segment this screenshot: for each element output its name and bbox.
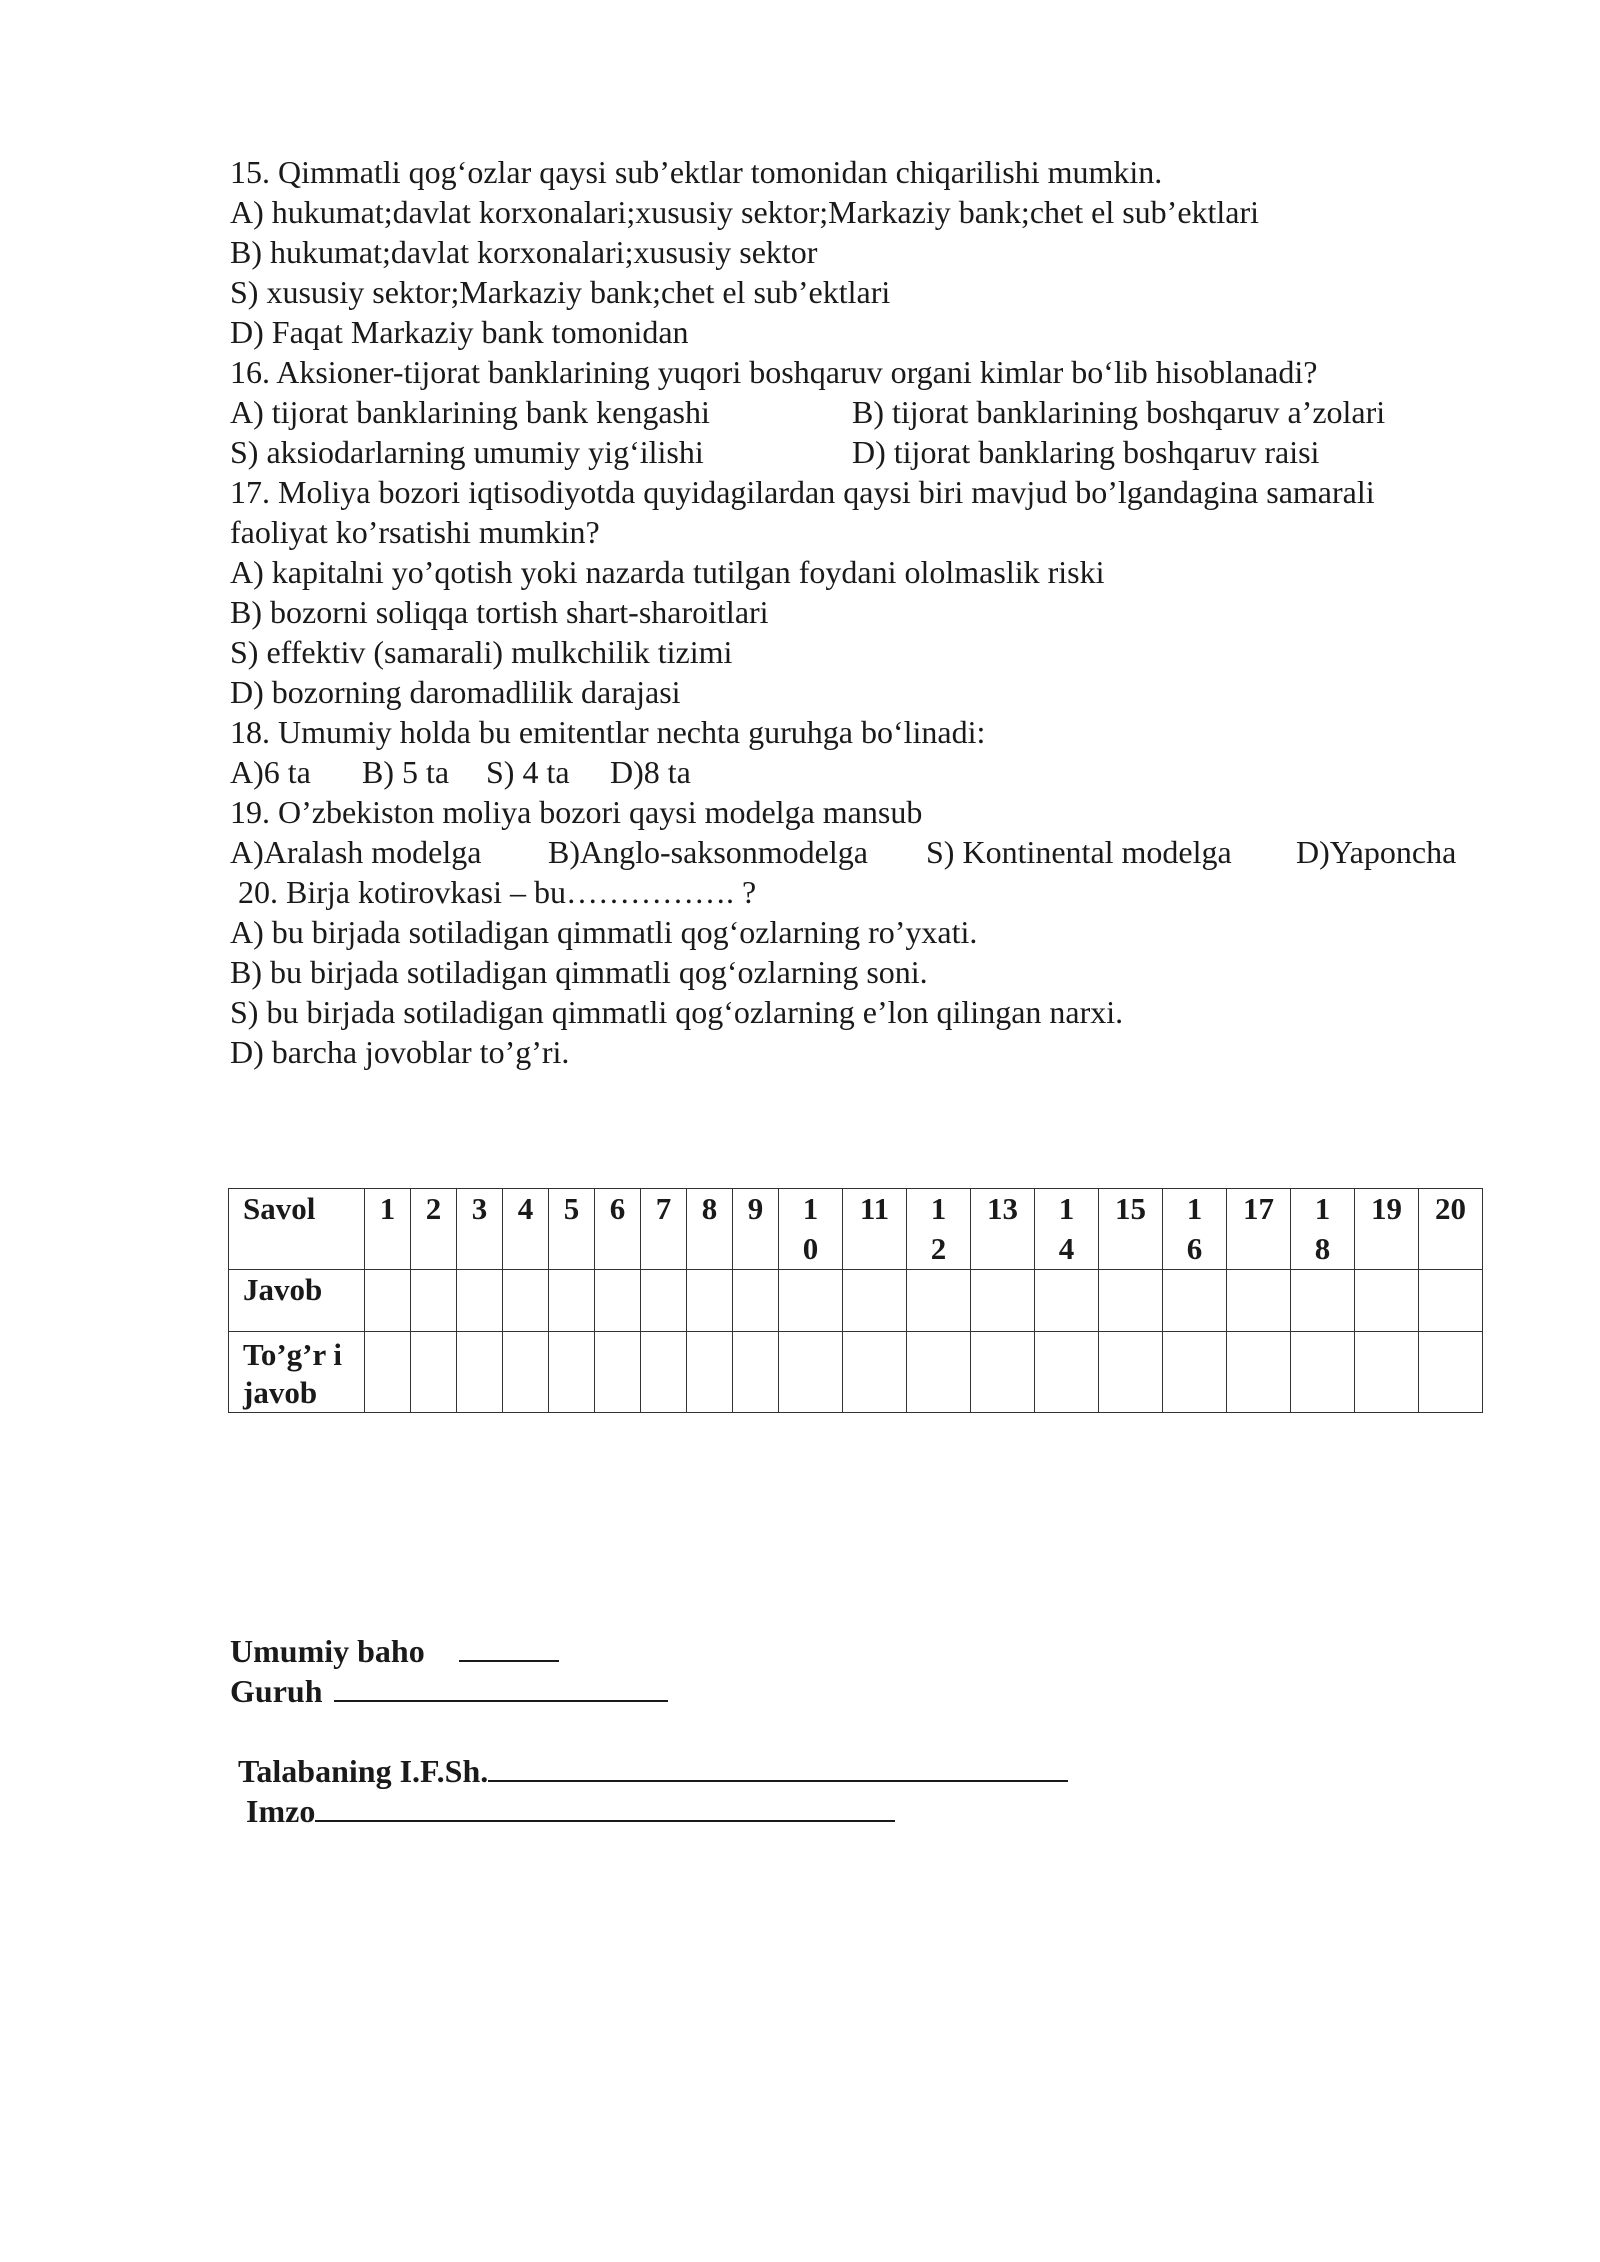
correct-answer-cell[interactable] — [595, 1332, 641, 1413]
group-field — [230, 1666, 668, 1711]
correct-answer-cell[interactable] — [411, 1332, 457, 1413]
q17-option-a: A) kapitalni yo’qotish yoki nazarda tutilgan foydani ololmaslik riski — [230, 554, 1105, 590]
answer-cell[interactable] — [1035, 1270, 1099, 1332]
question-17: 17. Moliya bozori iqtisodiyotda quyidagilardan qaysi biri mavjud bo’lgandagina samarali — [230, 474, 1375, 510]
question-number-cell: 6 — [595, 1189, 641, 1270]
correct-answer-cell[interactable] — [457, 1332, 503, 1413]
grade-blank[interactable] — [459, 1626, 559, 1662]
question-number-cell: 5 — [549, 1189, 595, 1270]
question-number-cell: 18 — [1291, 1189, 1355, 1270]
group-label: Guruh — [230, 1673, 323, 1709]
answer-cell[interactable] — [503, 1270, 549, 1332]
signature-blank[interactable] — [315, 1786, 895, 1822]
correct-answer-cell[interactable] — [843, 1332, 907, 1413]
question-number-cell: 12 — [907, 1189, 971, 1270]
group-blank[interactable] — [334, 1666, 668, 1702]
q19-option-b: B)Anglo-saksonmodelga — [548, 834, 868, 870]
table-row-javob — [229, 1270, 1483, 1332]
correct-answer-cell[interactable] — [971, 1332, 1035, 1413]
correct-answer-cell[interactable] — [733, 1332, 779, 1413]
row-label-savol: Savol — [229, 1189, 365, 1270]
correct-answer-cell[interactable] — [365, 1332, 411, 1413]
question-number-cell: 4 — [503, 1189, 549, 1270]
answer-cell[interactable] — [733, 1270, 779, 1332]
question-16: 16. Aksioner-tijorat banklarining yuqori boshqaruv organi kimlar bo‘lib hisoblanadi? — [230, 354, 1318, 390]
correct-answer-cell[interactable] — [1099, 1332, 1163, 1413]
question-15: 15. Qimmatli qog‘ozlar qaysi sub’ektlar tomonidan chiqarilishi mumkin. — [230, 154, 1163, 190]
q20-option-d: D) barcha jovoblar to’g’ri. — [230, 1034, 570, 1070]
answer-cell[interactable] — [1355, 1270, 1419, 1332]
correct-answer-cell[interactable] — [907, 1332, 971, 1413]
question-number-cell: 10 — [779, 1189, 843, 1270]
question-number-cell: 13 — [971, 1189, 1035, 1270]
q18-option-a: A)6 ta — [230, 754, 311, 790]
q16-option-b: B) tijorat banklarining boshqaruv a’zolari — [852, 394, 1386, 430]
q16-option-a: A) tijorat banklarining bank kengashi — [230, 394, 710, 430]
question-number-cell: 3 — [457, 1189, 503, 1270]
q15-option-s: S) xususiy sektor;Markaziy bank;chet el sub’ektlari — [230, 274, 891, 310]
q19-option-a: A)Aralash modelga — [230, 834, 482, 870]
question-19: 19. O’zbekiston moliya bozori qaysi modelga mansub — [230, 794, 923, 830]
question-17-continued: faoliyat ko’rsatishi mumkin? — [230, 514, 600, 550]
signature-field — [246, 1786, 895, 1831]
grade-label: Umumiy baho — [230, 1633, 425, 1669]
question-number-cell: 8 — [687, 1189, 733, 1270]
student-name-blank[interactable] — [488, 1746, 1068, 1782]
q20-option-b: B) bu birjada sotiladigan qimmatli qog‘ozlarning soni. — [230, 954, 928, 990]
answer-cell[interactable] — [907, 1270, 971, 1332]
correct-answer-cell[interactable] — [1355, 1332, 1419, 1413]
answer-cell[interactable] — [549, 1270, 595, 1332]
correct-answer-cell[interactable] — [687, 1332, 733, 1413]
correct-answer-cell[interactable] — [641, 1332, 687, 1413]
question-number-cell: 1 — [365, 1189, 411, 1270]
question-20: 20. Birja kotirovkasi – bu……………. ? — [238, 874, 757, 910]
q16-option-d: D) tijorat banklaring boshqaruv raisi — [852, 434, 1320, 470]
answer-cell[interactable] — [595, 1270, 641, 1332]
table-row-correct-answer — [229, 1332, 1483, 1413]
student-name-label: Talabaning I.F.Sh. — [238, 1753, 489, 1789]
question-number-cell: 20 — [1419, 1189, 1483, 1270]
answer-cell[interactable] — [1291, 1270, 1355, 1332]
answer-cell[interactable] — [779, 1270, 843, 1332]
question-number-cell: 14 — [1035, 1189, 1099, 1270]
q17-option-d: D) bozorning daromadlilik darajasi — [230, 674, 681, 710]
q15-option-a: A) hukumat;davlat korxonalari;xususiy sektor;Markaziy bank;chet el sub’ektlari — [230, 194, 1260, 230]
table-row-savol — [229, 1189, 1483, 1270]
q19-option-s: S) Kontinental modelga — [926, 834, 1232, 870]
row-label-correct-answer: To’g’r i javob — [229, 1332, 365, 1413]
q17-option-s: S) effektiv (samarali) mulkchilik tizimi — [230, 634, 733, 670]
answer-cell[interactable] — [843, 1270, 907, 1332]
correct-answer-cell[interactable] — [1035, 1332, 1099, 1413]
q18-option-b: B) 5 ta — [362, 754, 450, 790]
row-label-javob: Javob — [229, 1270, 365, 1332]
answer-cell[interactable] — [1419, 1270, 1483, 1332]
correct-answer-cell[interactable] — [1163, 1332, 1227, 1413]
q18-option-s: S) 4 ta — [486, 754, 570, 790]
answer-cell[interactable] — [365, 1270, 411, 1332]
grade-field — [230, 1626, 559, 1671]
q20-option-a: A) bu birjada sotiladigan qimmatli qog‘ozlarning ro’yxati. — [230, 914, 978, 950]
q15-option-b: B) hukumat;davlat korxonalari;xususiy sektor — [230, 234, 818, 270]
question-number-cell: 16 — [1163, 1189, 1227, 1270]
correct-answer-cell[interactable] — [1227, 1332, 1291, 1413]
answer-cell[interactable] — [1099, 1270, 1163, 1332]
answer-cell[interactable] — [1163, 1270, 1227, 1332]
answer-cell[interactable] — [411, 1270, 457, 1332]
answer-cell[interactable] — [687, 1270, 733, 1332]
signature-label: Imzo — [246, 1793, 316, 1829]
correct-answer-cell[interactable] — [1291, 1332, 1355, 1413]
answer-cell[interactable] — [641, 1270, 687, 1332]
q16-option-s: S) aksiodarlarning umumiy yig‘ilishi — [230, 434, 704, 470]
q19-option-d: D)Yaponcha — [1296, 834, 1457, 870]
answer-cell[interactable] — [1227, 1270, 1291, 1332]
q15-option-d: D) Faqat Markaziy bank tomonidan — [230, 314, 689, 350]
question-18: 18. Umumiy holda bu emitentlar nechta guruhga bo‘linadi: — [230, 714, 986, 750]
answer-cell[interactable] — [457, 1270, 503, 1332]
question-number-cell: 9 — [733, 1189, 779, 1270]
q18-option-d: D)8 ta — [610, 754, 691, 790]
student-name-field — [238, 1746, 1068, 1791]
question-number-cell: 2 — [411, 1189, 457, 1270]
answer-table — [228, 1188, 1483, 1413]
question-number-cell: 11 — [843, 1189, 907, 1270]
question-number-cell: 17 — [1227, 1189, 1291, 1270]
question-number-cell: 7 — [641, 1189, 687, 1270]
correct-answer-cell[interactable] — [1419, 1332, 1483, 1413]
q20-option-s: S) bu birjada sotiladigan qimmatli qog‘ozlarning e’lon qilingan narxi. — [230, 994, 1124, 1030]
answer-cell[interactable] — [971, 1270, 1035, 1332]
correct-answer-cell[interactable] — [779, 1332, 843, 1413]
question-number-cell: 15 — [1099, 1189, 1163, 1270]
q17-option-b: B) bozorni soliqqa tortish shart-sharoitlari — [230, 594, 769, 630]
correct-answer-cell[interactable] — [549, 1332, 595, 1413]
correct-answer-cell[interactable] — [503, 1332, 549, 1413]
question-number-cell: 19 — [1355, 1189, 1419, 1270]
